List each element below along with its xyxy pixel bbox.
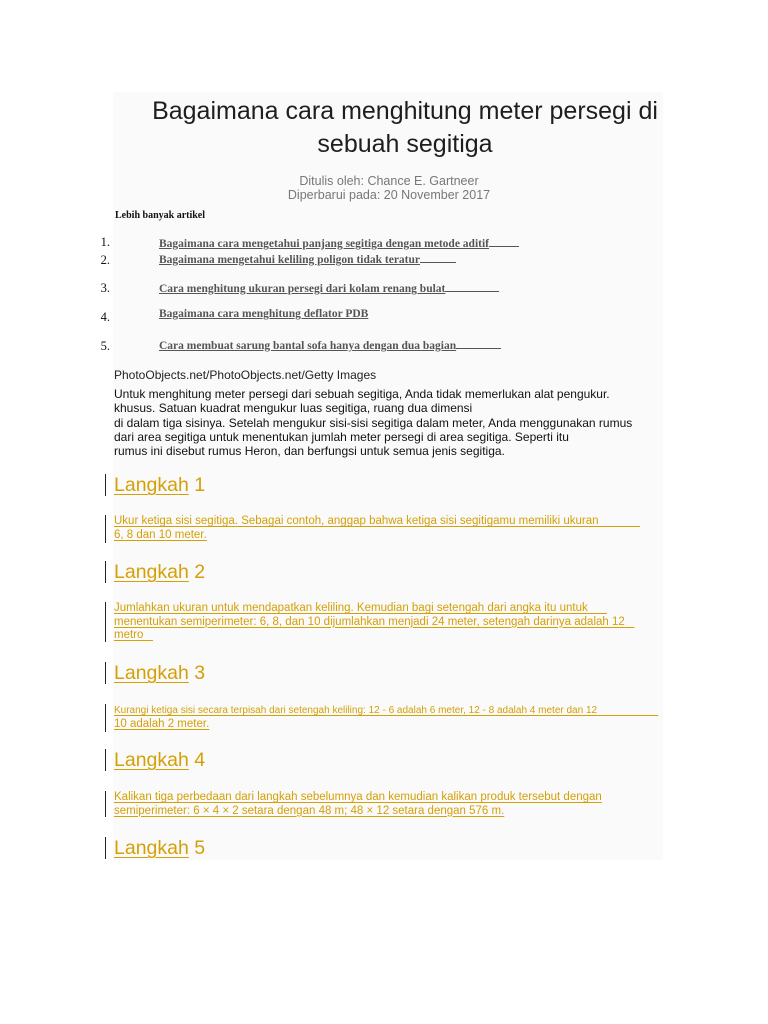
list-number: 2. bbox=[100, 253, 110, 267]
step-text-line: 10 adalah 2 meter. bbox=[114, 717, 210, 730]
step-text-line: semiperimeter: 6 × 4 × 2 setara dengan 48 m; 48 × 12 setara dengan 576 m. bbox=[114, 804, 505, 817]
article-link-3[interactable] bbox=[159, 280, 499, 295]
step-text-line: metro bbox=[114, 629, 144, 641]
article-link-1[interactable] bbox=[159, 235, 519, 250]
page-title-line-1: Bagaimana cara menghitung meter persegi di bbox=[152, 97, 658, 125]
article-link-5[interactable] bbox=[159, 337, 501, 352]
step-2-text[interactable] bbox=[114, 602, 634, 643]
image-credit: PhotoObjects.net/PhotoObjects.net/Getty Images bbox=[114, 368, 377, 382]
step-heading-word: Langkah bbox=[114, 837, 189, 859]
step-heading-word: Langkah bbox=[114, 474, 189, 496]
intro-line: rumus ini disebut rumus Heron, dan berfungsi untuk semua jenis segitiga. bbox=[114, 444, 505, 459]
step-text-line: Kurangi ketiga sisi secara terpisah dari setengah keliling: 12 - 6 adalah 6 meter, 12 - 8 adalah 4 meter dan 12 bbox=[114, 705, 598, 716]
step-3-heading[interactable] bbox=[114, 662, 205, 684]
step-heading-marker bbox=[105, 474, 106, 496]
step-text-line: Kalikan tiga perbedaan dari langkah sebelumnya dan kemudian kalikan produk tersebut dengan bbox=[114, 791, 602, 803]
step-heading-word: Langkah bbox=[114, 749, 189, 771]
step-heading-number: 5 bbox=[194, 837, 206, 859]
step-heading-marker bbox=[105, 561, 106, 583]
list-number: 5. bbox=[100, 339, 110, 353]
more-articles-heading: Lebih banyak artikel bbox=[115, 210, 206, 221]
step-1-text[interactable] bbox=[114, 515, 640, 542]
article-link-label[interactable]: Bagaimana cara menghitung deflator PDB bbox=[159, 308, 369, 320]
list-number: 3. bbox=[100, 281, 110, 295]
article-link-label[interactable]: Cara menghitung ukuran persegi dari kolam renang bulat bbox=[159, 283, 446, 295]
step-heading-marker bbox=[105, 749, 106, 771]
step-heading-word: Langkah bbox=[114, 561, 189, 583]
step-text-marker bbox=[105, 602, 106, 642]
page-title-line-2: sebuah segitiga bbox=[317, 130, 493, 158]
article-link-label[interactable]: Bagaimana mengetahui keliling poligon tidak teratur bbox=[159, 254, 421, 266]
step-5-heading[interactable] bbox=[114, 837, 205, 859]
step-heading-number: 1 bbox=[194, 474, 206, 496]
intro-paragraph bbox=[114, 387, 632, 458]
step-4-heading[interactable] bbox=[114, 749, 205, 771]
step-text-marker bbox=[105, 515, 106, 543]
step-1-heading[interactable] bbox=[114, 474, 205, 496]
step-heading-marker bbox=[105, 662, 106, 684]
step-heading-number: 2 bbox=[194, 561, 206, 583]
step-2-heading[interactable] bbox=[114, 561, 205, 583]
step-text-line: 6, 8 dan 10 meter. bbox=[114, 528, 207, 541]
step-heading-marker bbox=[105, 837, 106, 859]
article-link-4[interactable] bbox=[159, 308, 368, 320]
step-heading-number: 3 bbox=[194, 662, 206, 684]
step-text-line: Jumlahkan ukuran untuk mendapatkan keliling. Kemudian bagi setengah dari angka itu untuk bbox=[114, 602, 588, 614]
step-text-line: menentukan semiperimeter: 6, 8, dan 10 dijumlahkan menjadi 24 meter, setengah darinya adalah 12 bbox=[114, 615, 625, 628]
list-number: 1. bbox=[100, 235, 110, 249]
step-heading-word: Langkah bbox=[114, 662, 189, 684]
intro-line: khusus. Satuan kuadrat mengukur luas segitiga, ruang dua dimensi bbox=[114, 401, 473, 416]
page-title bbox=[100, 95, 710, 161]
intro-line: dari area segitiga untuk menentukan jumlah meter persegi di area segitiga. Seperti itu bbox=[114, 429, 569, 444]
updated-line: Diperbarui pada: 20 November 2017 bbox=[287, 188, 491, 202]
list-number: 4. bbox=[100, 310, 110, 324]
author-line: Ditulis oleh: Chance E. Gartneer bbox=[299, 174, 479, 188]
step-heading-number: 4 bbox=[194, 749, 206, 771]
article-link-2[interactable] bbox=[159, 251, 456, 266]
step-text-line: Ukur ketiga sisi segitiga. Sebagai contoh, anggap bahwa ketiga sisi segitigamu memiliki ukuran bbox=[114, 515, 599, 527]
article-link-label[interactable]: Bagaimana cara mengetahui panjang segitiga dengan metode aditif bbox=[159, 238, 489, 250]
step-text-marker bbox=[105, 791, 106, 817]
article-link-label[interactable]: Cara membuat sarung bantal sofa hanya dengan dua bagian bbox=[159, 340, 457, 352]
intro-line: di dalam tiga sisinya. Setelah mengukur sisi-sisi segitiga dalam meter, Anda menggunakan rumus bbox=[114, 415, 633, 430]
intro-line: Untuk menghitung meter persegi dari sebuah segitiga, Anda tidak memerlukan alat pengukur. bbox=[114, 387, 610, 401]
step-4-text[interactable] bbox=[114, 791, 602, 818]
step-text-marker bbox=[105, 704, 106, 732]
step-3-text[interactable] bbox=[114, 704, 658, 731]
